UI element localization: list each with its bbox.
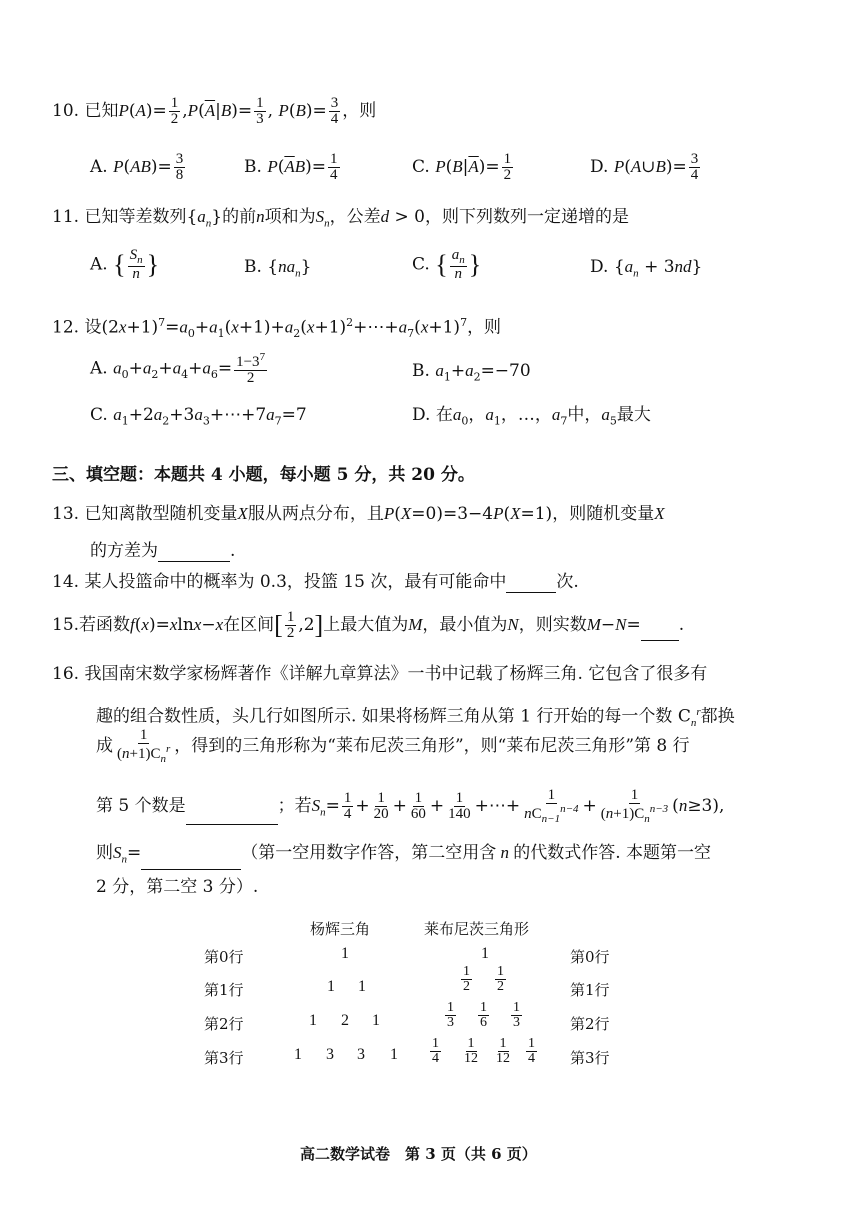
row-label-left-3: 第3行	[204, 1049, 244, 1067]
leibniz-entry: $\frac{1}{6}$	[480, 1000, 487, 1030]
yanghui-entry: 1	[341, 945, 349, 962]
q11-option-a: A. { $\frac{S_n}{n}$ }	[90, 247, 160, 282]
q12-option-c: C. $a_1+2a_2+3a_3+\cdots+7a_7=7$	[90, 405, 307, 428]
q11-option-b: B. $\{na_n\}$	[244, 257, 312, 280]
question-12-stem: 12. 设$(2x+1)^7=a_0+a_1(x+1)+a_2(x+1)^2+\cdots+a_7(x+1)^7$，则	[52, 316, 502, 341]
section-3-heading: 三、填空题：本题共 4 小题，每小题 5 分，共 20 分。	[52, 465, 475, 485]
row-label-left-2: 第2行	[204, 1015, 244, 1033]
q12-option-b: B. $a_1+a_2=-70$	[412, 361, 531, 384]
yanghui-entry: 1	[372, 1012, 380, 1029]
row-label-right-1: 第1行	[570, 981, 610, 999]
leibniz-entry: $\frac{1}{2}$	[497, 964, 504, 994]
row-label-right-2: 第2行	[570, 1015, 610, 1033]
question-15: 15.若函数f(x)=xlnx−x在区间[ $\frac{1}{2}$ ,2]上最大值为M，最小值为N，则实数M−N= .	[52, 609, 685, 641]
answer-blank-2[interactable]	[141, 851, 241, 870]
row-label-left-0: 第0行	[204, 948, 244, 966]
yanghui-entry: 3	[326, 1046, 334, 1063]
figure-title-leibniz: 莱布尼茨三角形	[424, 920, 530, 938]
answer-blank[interactable]	[158, 543, 230, 562]
yanghui-entry: 3	[357, 1046, 365, 1063]
yanghui-entry: 1	[309, 1012, 317, 1029]
q10-option-a: A. P(AB)= $\frac{3}{8}$	[90, 151, 184, 183]
leibniz-entry: $\frac{1}{3}$	[513, 1000, 520, 1030]
q10-option-d: D. P(A∪B)= $\frac{3}{4}$	[590, 151, 699, 183]
question-10-stem: 10. 已知P(A)= $\frac{1}{2}$ $,P(\overline{A}|B)=$ $\frac{1}{3}$ , P(B)= $\frac{3}{4}$ ，则	[52, 95, 377, 127]
row-label-right-0: 第0行	[570, 948, 610, 966]
q12-option-d: D. 在$a_0$，$a_1$，…，$a_7$中，$a_5$最大	[412, 405, 651, 428]
q10-option-c: C. $P(B|\overline{A})=$ $\frac{1}{2}$	[412, 151, 512, 183]
leibniz-entry: $\frac{1}{4}$	[528, 1036, 535, 1066]
question-16-line-5: 则$S_n=$ （第一空用数字作答，第二空用含 n 的代数式作答. 本题第一空	[96, 842, 711, 870]
question-14: 14. 某人投篮命中的概率为 0.3，投篮 15 次，最有可能命中 次.	[52, 572, 579, 592]
answer-blank[interactable]	[506, 574, 556, 593]
row-label-right-3: 第3行	[570, 1049, 610, 1067]
leibniz-entry: $\frac{1}{2}$	[463, 964, 470, 994]
q10-option-b: B. $P(\overline{A}B)=$ $\frac{1}{4}$	[244, 151, 338, 183]
fraction: $\frac{1}{2}$	[170, 95, 179, 127]
answer-blank-1[interactable]	[186, 806, 278, 825]
answer-blank[interactable]	[641, 622, 679, 641]
yanghui-entry: 1	[390, 1046, 398, 1063]
yanghui-entry: 1	[294, 1046, 302, 1063]
page-footer: 高二数学试卷 第 3 页（共 6 页）	[300, 1145, 537, 1163]
question-11-stem: 11. 已知等差数列$\{a_n\}$的前n项和为$S_n$，公差d > 0，则下列数列一定递增的是	[52, 207, 629, 230]
leibniz-entry: $\frac{1}{12}$	[464, 1036, 478, 1066]
figure-title-yanghui: 杨辉三角	[310, 920, 371, 938]
leibniz-entry: $\frac{1}{4}$	[432, 1036, 439, 1066]
yanghui-entry: 1	[327, 978, 335, 995]
yanghui-entry: 1	[358, 978, 366, 995]
row-label-left-1: 第1行	[204, 981, 244, 999]
question-16-line-2: 趣的组合数性质，头几行如图所示. 如果将杨辉三角从第 1 行开始的每一个数 $C_n^r$都换	[96, 706, 735, 730]
question-13-line-2: 的方差为 .	[90, 541, 236, 561]
leibniz-entry: $\frac{1}{12}$	[496, 1036, 510, 1066]
yanghui-entry: 2	[341, 1012, 349, 1029]
question-16-line-6: 2 分，第二空 3 分）.	[96, 877, 259, 897]
q11-option-d: D. $\{a_n + 3nd\}$	[590, 257, 703, 280]
q11-option-c: C. { $\frac{a_n}{n}$ }	[412, 247, 482, 282]
question-16-line-4: 第 5 个数是 ；若$S_n=$ $\frac{1}{4}$ + $\frac{1}{20}$ + $\frac{1}{60}$ + $\frac{1}{140}$ +⋯+ $\frac{1}{nC_{n-1}^{n-4}}$ + $\frac{1}{(n+1)C_n^{n-3}}$ (n≥3),	[96, 787, 725, 825]
question-16-line-1: 16. 我国南宋数学家杨辉著作《详解九章算法》一书中记载了杨辉三角. 它包含了很多有	[52, 664, 708, 684]
leibniz-entry: 1	[481, 945, 489, 962]
question-13-line-1: 13. 已知离散型随机变量X服从两点分布，且P(X=0)=3−4P(X=1)，则随机变量X	[52, 504, 665, 524]
question-16-line-3: 成 $\frac{1}{(n+1)C_n^r}$ ，得到的三角形称为“莱布尼茨三角形”，则“莱布尼茨三角形”第 8 行	[96, 727, 690, 765]
leibniz-entry: $\frac{1}{3}$	[447, 1000, 454, 1030]
q12-option-a: A. $a_0+a_2+a_4+a_6=$ $\frac{1-3^7}{2}$	[90, 351, 266, 386]
